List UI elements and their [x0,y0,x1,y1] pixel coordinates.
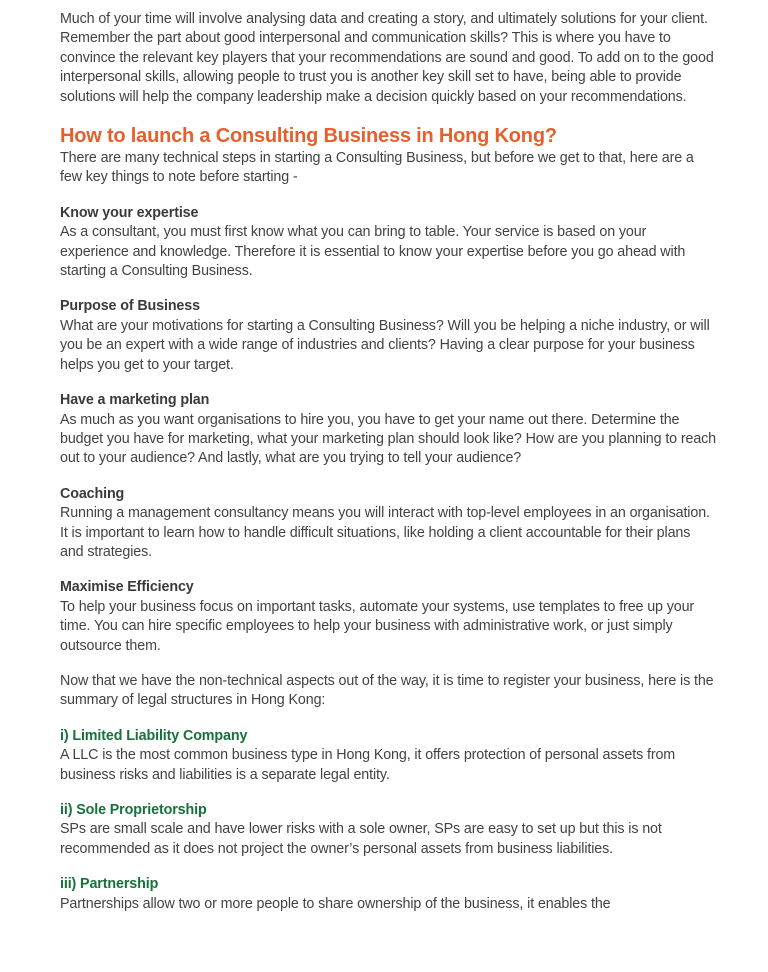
section-body: As much as you want organisations to hire you, you have to get your name out there. Determine the budget you have for marketing, what your marketing plan should look like? How are you planning to reach out to your audience? And lastly, what are you trying to tell your audience? [60,411,717,467]
legal-structure-title: ii) Sole Proprietorship [60,802,207,818]
section-body: Running a management consultancy means you will interact with top-level employees in an organisation. It is important to learn how to handle difficult situations, like holding a client accountable for their plans and strategies. [60,505,710,560]
section-coaching [60,485,716,563]
section-title: Coaching [60,485,125,502]
article-main-heading: How to launch a Consulting Business in Hong Kong? [60,125,557,148]
lead-paragraph: There are many technical steps in starting a Consulting Business, but before we get to that, here are a few key things to note before starting - [60,150,694,186]
section-body: What are your motivations for starting a Consulting Business? Will you be helping a niche industry, or will you be an expert with a wide range of industries and clients? Having a clear purpose for your business helps you get to your target. [60,317,710,373]
section-title: Have a marketing plan [60,392,210,409]
section-title: Purpose of Business [60,298,200,315]
legal-structure-partnership [60,875,716,914]
legal-structure-body: A LLC is the most common business type in Hong Kong, it offers protection of personal assets from business risks and liabilities is a separate legal entity. [60,747,676,783]
intro-paragraph: Much of your time will involve analysing data and creating a story, and ultimately solutions for your client. Remember the part about good interpersonal and communication skills? This is where you have to convince the relevant key players that your recommendations are sound and good. To add on to the good interpersonal skills, allowing people to trust you is another key skill set to have, being able to provide solutions will help the company leadership make a decision quickly based on your recommendations. [60,11,714,105]
section-purpose-of-business [60,297,716,375]
section-maximise-efficiency [60,578,716,656]
legal-structure-title: i) Limited Liability Company [60,727,248,744]
legal-structure-body: SPs are small scale and have lower risks with a sole owner, SPs are easy to set up but this is not recommended as it does not project the owner’s personal assets from business liabilities. [60,821,662,857]
section-body: As a consultant, you must first know what you can bring to table. Your service is based on your experience and knowledge. Therefore it is essential to know your expertise before you go ahead with starting a Consulting Business. [60,224,686,280]
legal-structure-body: Partnerships allow two or more people to share ownership of the business, it enables the [60,895,611,912]
legal-structure-title: iii) Partnership [60,876,159,893]
section-title: Maximise Efficiency [60,579,194,596]
legal-structure-sole-proprietorship [60,801,716,859]
transition-paragraph: Now that we have the non-technical aspects out of the way, it is time to register your business, here is the summary of legal structures in Hong Kong: [60,672,714,709]
legal-structure-llc [60,727,716,785]
section-body: To help your business focus on important tasks, automate your systems, use templates to free up your time. You can hire specific employees to help your business with administrative work, or just simply outsource them. [60,598,695,654]
section-title: Know your expertise [60,204,199,221]
section-marketing-plan [60,391,716,469]
section-know-your-expertise [60,204,716,282]
